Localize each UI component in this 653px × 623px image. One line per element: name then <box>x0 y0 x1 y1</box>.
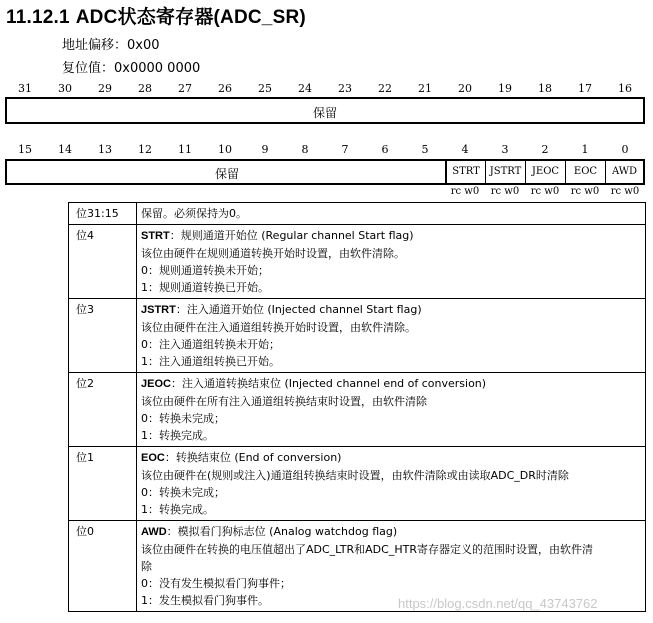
description-line: 0：注入通道组转换未开始； <box>141 338 280 351</box>
bit-number: 31 <box>18 82 32 95</box>
field-heading <box>141 227 641 245</box>
field-name: EOC <box>141 452 165 464</box>
bit-number: 4 <box>461 143 469 156</box>
description-line: 1：注入通道组转换已开始。 <box>141 355 280 368</box>
bit-number: 13 <box>98 143 112 156</box>
field-jstrt: JSTRT <box>485 161 525 183</box>
bit-description <box>137 225 646 299</box>
bit-description <box>137 299 646 373</box>
bit-number: 30 <box>58 82 72 95</box>
register-low-half <box>5 159 645 185</box>
description-line: 0：规则通道转换未开始； <box>141 264 269 277</box>
register-high-half <box>5 97 645 124</box>
bit-numbers-high <box>5 82 645 96</box>
bit-number: 1 <box>581 143 589 156</box>
description-line: 该位由硬件在规则通道转换开始时设置，由软件清除。 <box>141 247 405 260</box>
bit-number: 25 <box>258 82 272 95</box>
field-awd: AWD <box>605 161 643 183</box>
field-heading <box>141 449 641 467</box>
section-number: 11.12.1 <box>6 7 70 28</box>
bit-number: 5 <box>421 143 429 156</box>
bit-number: 11 <box>178 143 192 156</box>
bit-description <box>137 447 646 521</box>
address-offset: 地址偏移：0x00 <box>62 38 160 53</box>
access-types <box>5 186 645 198</box>
bit-number: 28 <box>138 82 152 95</box>
field-eoc: EOC <box>565 161 605 183</box>
table-row <box>69 447 646 521</box>
access-type: rc w0 <box>570 186 600 197</box>
bit-number: 8 <box>301 143 309 156</box>
bit-number: 16 <box>618 82 632 95</box>
bit-number: 15 <box>18 143 32 156</box>
bit-range: 位4 <box>69 225 137 299</box>
bit-range: 位3 <box>69 299 137 373</box>
table-row <box>69 225 646 299</box>
bit-number: 22 <box>378 82 392 95</box>
field-name: AWD <box>141 526 167 538</box>
bit-number: 2 <box>541 143 549 156</box>
bit-number: 24 <box>298 82 312 95</box>
reset-value: 复位值：0x0000 0000 <box>62 61 201 76</box>
bit-range: 位0 <box>69 521 137 612</box>
field-heading-text: ：注入通道转换结束位 (Injected channel end of conversion) <box>170 377 487 390</box>
description-line: 0：转换未完成； <box>141 486 225 499</box>
table-row <box>69 373 646 447</box>
bit-number: 10 <box>218 143 232 156</box>
bit-range: 位31:15 <box>69 203 137 225</box>
access-type: rc w0 <box>450 186 480 197</box>
bit-number: 23 <box>338 82 352 95</box>
bit-number: 3 <box>501 143 509 156</box>
watermark: https://blog.csdn.net/qq_43743762 <box>398 596 598 611</box>
description-line: 1：发生模拟看门狗事件。 <box>141 594 269 607</box>
field-heading <box>141 523 641 541</box>
bit-number: 21 <box>418 82 432 95</box>
table-row <box>69 299 646 373</box>
bit-number: 29 <box>98 82 112 95</box>
field-heading <box>141 375 641 393</box>
description-line: 该位由硬件在(规则或注入)通道组转换结束时设置，由软件清除或由读取ADC_DR时清除 <box>141 469 569 482</box>
field-name: STRT <box>141 230 170 242</box>
field-name: JSTRT <box>141 304 176 316</box>
access-type: rc w0 <box>530 186 560 197</box>
field-jeoc: JEOC <box>525 161 565 183</box>
description-line: 除 <box>141 560 152 573</box>
description-line: 0：转换未完成； <box>141 412 225 425</box>
bit-description-table <box>68 202 646 612</box>
field-strt: STRT <box>445 161 485 183</box>
bit-number: 12 <box>138 143 152 156</box>
description-line: 该位由硬件在注入通道组转换开始时设置，由软件清除。 <box>141 321 416 334</box>
description-line: 该位由硬件在转换的电压值超出了ADC_LTR和ADC_HTR寄存器定义的范围时设置，由软件清 <box>141 543 593 556</box>
description-line: 保留。必须保持为0。 <box>141 207 247 220</box>
field-heading-text: ：注入通道开始位 (Injected channel Start flag) <box>175 303 422 316</box>
bit-number: 14 <box>58 143 72 156</box>
reserved-low-label: 保留 <box>214 167 239 181</box>
bit-number: 19 <box>498 82 512 95</box>
bit-number: 9 <box>261 143 269 156</box>
bit-range: 位2 <box>69 373 137 447</box>
bit-description <box>137 373 646 447</box>
bit-number: 27 <box>178 82 192 95</box>
access-type: rc w0 <box>490 186 520 197</box>
description-line: 1：规则通道转换已开始。 <box>141 281 269 294</box>
field-name: JEOC <box>141 378 171 390</box>
field-heading-text: ：转换结束位 (End of conversion) <box>164 451 342 464</box>
section-title <box>6 2 306 29</box>
field-heading <box>141 301 641 319</box>
bit-number: 7 <box>341 143 349 156</box>
bit-number: 18 <box>538 82 552 95</box>
description-line: 1：转换完成。 <box>141 503 214 516</box>
description-line: 1：转换完成。 <box>141 429 214 442</box>
description-line: 该位由硬件在所有注入通道组转换结束时设置，由软件清除 <box>141 395 427 408</box>
access-type: rc w0 <box>610 186 640 197</box>
bit-numbers-low <box>5 143 645 157</box>
bit-number: 17 <box>578 82 592 95</box>
bit-number: 26 <box>218 82 232 95</box>
bit-range: 位1 <box>69 447 137 521</box>
section-title-text: ADC状态寄存器(ADC_SR) <box>75 7 306 28</box>
reserved-high-label: 保留 <box>312 106 337 120</box>
bit-description <box>137 203 646 225</box>
table-row <box>69 203 646 225</box>
field-heading-text: ：模拟看门狗标志位 (Analog watchdog flag) <box>166 525 398 538</box>
bit-number: 0 <box>621 143 629 156</box>
field-heading-text: ：规则通道开始位 (Regular channel Start flag) <box>169 229 414 242</box>
bit-number: 6 <box>381 143 389 156</box>
bit-number: 20 <box>458 82 472 95</box>
description-line: 0：没有发生模拟看门狗事件； <box>141 577 291 590</box>
